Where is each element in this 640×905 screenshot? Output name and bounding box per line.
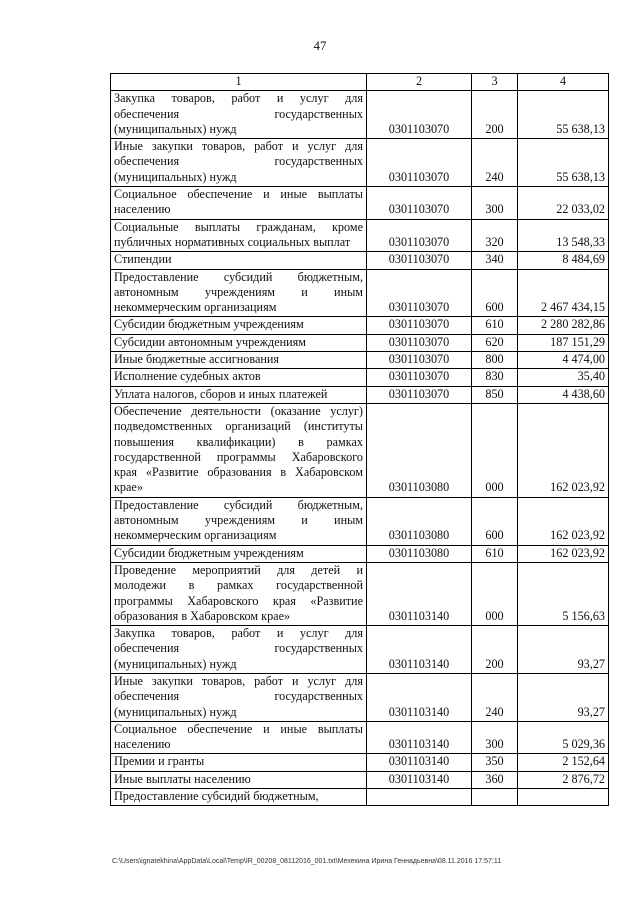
row-target-code: 0301103070: [367, 334, 472, 351]
table-row: [111, 497, 609, 545]
row-target-code: 0301103070: [367, 352, 472, 369]
row-amount: 2 280 282,86: [518, 317, 609, 334]
row-name: Закупка товаров, работ и услуг для обеспечения государственных (муниципальных) нужд: [111, 91, 367, 139]
row-expense-type: 320: [472, 219, 518, 252]
row-amount: 93,27: [518, 673, 609, 721]
table-row: [111, 789, 609, 806]
row-expense-type: [472, 789, 518, 806]
row-name: Предоставление субсидий бюджетным,: [111, 789, 367, 806]
table-row: [111, 403, 609, 497]
row-name: Иные выплаты населению: [111, 771, 367, 788]
row-amount: 13 548,33: [518, 219, 609, 252]
header-col-4: 4: [518, 74, 609, 91]
row-target-code: 0301103070: [367, 219, 472, 252]
row-target-code: 0301103070: [367, 91, 472, 139]
row-name: Субсидии бюджетным учреждениям: [111, 317, 367, 334]
row-amount: 93,27: [518, 626, 609, 674]
row-name: Предоставление субсидий бюджетным, автономным учреждениям и иным некоммерческим организациям: [111, 497, 367, 545]
row-amount: 162 023,92: [518, 497, 609, 545]
row-target-code: 0301103140: [367, 771, 472, 788]
row-amount: 2 467 434,15: [518, 269, 609, 317]
table-row: [111, 252, 609, 269]
table-row: [111, 626, 609, 674]
table-header-row: [111, 74, 609, 91]
row-expense-type: 610: [472, 317, 518, 334]
row-target-code: 0301103140: [367, 673, 472, 721]
row-expense-type: 340: [472, 252, 518, 269]
row-name: Премии и гранты: [111, 754, 367, 771]
row-name: Обеспечение деятельности (оказание услуг) подведомственных организаций (институты повышения квалификации) в рамках государственной программы Хабаровского края «Развитие образования в Хабаровском крае»: [111, 403, 367, 497]
row-target-code: 0301103080: [367, 403, 472, 497]
row-name: Предоставление субсидий бюджетным, автономным учреждениям и иным некоммерческим организациям: [111, 269, 367, 317]
row-name: Социальные выплаты гражданам, кроме публичных нормативных социальных выплат: [111, 219, 367, 252]
header-col-2: 2: [367, 74, 472, 91]
table-body: [111, 91, 609, 806]
file-path-footer: C:\Users\ignatekhina\AppData\Local\Temp\IR_00208_08112016_001.txt\Мехехина Ирина Геннадьевна\08.11.2016 17:57:11: [112, 858, 502, 865]
row-expense-type: 200: [472, 626, 518, 674]
table-row: [111, 721, 609, 754]
row-amount: 2 876,72: [518, 771, 609, 788]
row-amount: 4 438,60: [518, 386, 609, 403]
row-name: Проведение мероприятий для детей и молодежи в рамках государственной программы Хабаровского края «Развитие образования в Хабаровском крае»: [111, 562, 367, 625]
row-target-code: 0301103080: [367, 545, 472, 562]
row-target-code: 0301103070: [367, 187, 472, 220]
row-amount: 4 474,00: [518, 352, 609, 369]
table-row: [111, 562, 609, 625]
row-expense-type: 200: [472, 91, 518, 139]
row-name: Иные закупки товаров, работ и услуг для обеспечения государственных (муниципальных) нужд: [111, 139, 367, 187]
row-name: Иные закупки товаров, работ и услуг для обеспечения государственных (муниципальных) нужд: [111, 673, 367, 721]
row-expense-type: 620: [472, 334, 518, 351]
row-name: Социальное обеспечение и иные выплаты населению: [111, 187, 367, 220]
header-col-3: 3: [472, 74, 518, 91]
row-expense-type: 000: [472, 403, 518, 497]
row-expense-type: 850: [472, 386, 518, 403]
row-amount: 8 484,69: [518, 252, 609, 269]
row-target-code: 0301103070: [367, 369, 472, 386]
row-expense-type: 600: [472, 497, 518, 545]
row-name: Иные бюджетные ассигнования: [111, 352, 367, 369]
row-amount: 162 023,92: [518, 545, 609, 562]
table-row: [111, 369, 609, 386]
row-name: Исполнение судебных актов: [111, 369, 367, 386]
table-row: [111, 754, 609, 771]
row-target-code: 0301103070: [367, 252, 472, 269]
row-expense-type: 830: [472, 369, 518, 386]
row-amount: [518, 789, 609, 806]
row-amount: 2 152,64: [518, 754, 609, 771]
row-amount: 55 638,13: [518, 139, 609, 187]
row-name: Субсидии бюджетным учреждениям: [111, 545, 367, 562]
row-name: Социальное обеспечение и иные выплаты населению: [111, 721, 367, 754]
row-expense-type: 350: [472, 754, 518, 771]
row-target-code: 0301103070: [367, 139, 472, 187]
row-expense-type: 360: [472, 771, 518, 788]
row-amount: 35,40: [518, 369, 609, 386]
table-row: [111, 386, 609, 403]
table-row: [111, 334, 609, 351]
table-row: [111, 317, 609, 334]
row-expense-type: 240: [472, 139, 518, 187]
row-expense-type: 000: [472, 562, 518, 625]
row-amount: 5 156,63: [518, 562, 609, 625]
page-number: 47: [313, 38, 327, 53]
table-row: [111, 352, 609, 369]
row-expense-type: 300: [472, 721, 518, 754]
row-name: Субсидии автономным учреждениям: [111, 334, 367, 351]
row-name: Закупка товаров, работ и услуг для обеспечения государственных (муниципальных) нужд: [111, 626, 367, 674]
table-row: [111, 219, 609, 252]
row-amount: 55 638,13: [518, 91, 609, 139]
table-row: [111, 139, 609, 187]
row-target-code: 0301103070: [367, 386, 472, 403]
row-expense-type: 600: [472, 269, 518, 317]
row-target-code: 0301103140: [367, 754, 472, 771]
table-row: [111, 673, 609, 721]
row-amount: 187 151,29: [518, 334, 609, 351]
table-row: [111, 187, 609, 220]
table-row: [111, 545, 609, 562]
row-target-code: 0301103140: [367, 721, 472, 754]
budget-table: [110, 73, 609, 806]
table-row: [111, 91, 609, 139]
row-name: Стипендии: [111, 252, 367, 269]
table-row: [111, 269, 609, 317]
row-target-code: 0301103080: [367, 497, 472, 545]
row-amount: 162 023,92: [518, 403, 609, 497]
header-col-1: 1: [111, 74, 367, 91]
row-target-code: 0301103140: [367, 562, 472, 625]
row-target-code: 0301103140: [367, 626, 472, 674]
row-expense-type: 800: [472, 352, 518, 369]
row-amount: 5 029,36: [518, 721, 609, 754]
row-expense-type: 240: [472, 673, 518, 721]
row-target-code: 0301103070: [367, 317, 472, 334]
row-target-code: 0301103070: [367, 269, 472, 317]
row-expense-type: 610: [472, 545, 518, 562]
row-amount: 22 033,02: [518, 187, 609, 220]
row-name: Уплата налогов, сборов и иных платежей: [111, 386, 367, 403]
table-row: [111, 771, 609, 788]
row-expense-type: 300: [472, 187, 518, 220]
row-target-code: [367, 789, 472, 806]
